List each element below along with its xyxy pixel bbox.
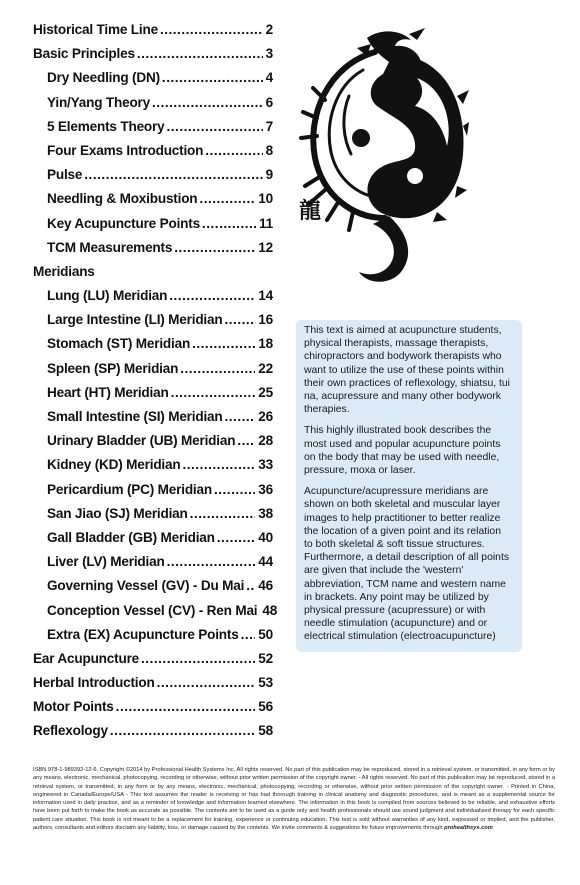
toc-entry[interactable] bbox=[33, 139, 273, 163]
description-paragraph: Acupuncture/acupressure meridians are shown on both skeletal and muscular layer images to help practitioner to better realize the location of a given point and its relation to both skeletal & soft tissue structures. Furthermore, a detail description of all points are given that include the 'western' abbreviation, TCM name and western name in brackets. Any point may be utilized by physical pressure (acupressure) or with needle stimulation (acupuncture) and or electrical stimulation (electroacupuncture) bbox=[304, 486, 510, 643]
toc-entry-label: Key Acupuncture Points bbox=[47, 215, 200, 231]
toc-entry[interactable] bbox=[33, 405, 273, 429]
toc-dot-leader bbox=[237, 429, 255, 453]
toc-entry[interactable] bbox=[33, 429, 273, 453]
toc-entry-page: 8 bbox=[265, 142, 273, 158]
toc-entry-page: 2 bbox=[265, 22, 273, 37]
toc-entry-label: Conception Vessel (CV) - Ren Mai bbox=[47, 602, 258, 618]
toc-dot-leader bbox=[205, 139, 262, 163]
toc-entry-label: Small Intestine (SI) Meridian bbox=[47, 409, 223, 424]
toc-entry[interactable] bbox=[33, 502, 273, 526]
toc-entry-label: Dry Needling (DN) bbox=[47, 70, 160, 86]
toc-entry-label: Needling & Moxibustion bbox=[47, 191, 198, 207]
toc-entry-page: 22 bbox=[258, 360, 273, 376]
toc-dot-leader bbox=[141, 647, 255, 671]
toc-entry-label: Herbal Introduction bbox=[33, 675, 155, 691]
toc-entry-page: 26 bbox=[258, 409, 273, 424]
toc-entry-label: Stomach (ST) Meridian bbox=[47, 336, 191, 352]
toc-entry[interactable] bbox=[33, 212, 273, 236]
description-paragraph: This highly illustrated book describes the most used and popular acupuncture points on the body that may be used with needle, pressure, moxa or laser. bbox=[304, 425, 501, 477]
toc-entry-label: Meridians bbox=[33, 263, 95, 279]
toc-dot-leader bbox=[157, 671, 256, 695]
toc-entry-label: Heart (HT) Meridian bbox=[47, 384, 169, 400]
toc-dot-leader bbox=[192, 332, 255, 356]
toc-dot-leader bbox=[182, 453, 255, 477]
toc-dot-leader bbox=[241, 623, 256, 647]
toc-entry-page: 38 bbox=[258, 505, 273, 521]
toc-entry-page: 58 bbox=[258, 723, 273, 739]
toc-entry[interactable] bbox=[33, 236, 273, 260]
toc-entry-page: 25 bbox=[258, 384, 273, 400]
copyright-notice bbox=[33, 766, 555, 832]
toc-entry-label: Ear Acupuncture bbox=[33, 650, 140, 666]
toc-dot-leader bbox=[110, 719, 255, 743]
toc-entry-label: Governing Vessel (GV) - Du Mai bbox=[47, 578, 245, 594]
toc-entry-page: 18 bbox=[258, 336, 273, 352]
toc-entry-page: 9 bbox=[265, 167, 273, 183]
toc-dot-leader bbox=[162, 66, 263, 90]
toc-dot-leader bbox=[152, 91, 263, 115]
toc-entry-page: 6 bbox=[265, 94, 273, 110]
toc-dot-leader bbox=[225, 405, 256, 429]
toc-entry-page: 7 bbox=[265, 118, 273, 134]
toc-entry-label: Gall Bladder (GB) Meridian bbox=[47, 529, 215, 545]
toc-entry-page: 50 bbox=[258, 626, 273, 642]
toc-entry-label: 5 Elements Theory bbox=[47, 118, 165, 134]
toc-entry-page: 48 bbox=[262, 602, 278, 618]
toc-dot-leader bbox=[160, 18, 263, 42]
toc-entry-page: 52 bbox=[258, 650, 273, 666]
toc-entry-page: 14 bbox=[258, 288, 273, 304]
toc-entry[interactable] bbox=[33, 478, 273, 502]
toc-entry[interactable] bbox=[33, 332, 273, 356]
toc-dot-leader bbox=[171, 381, 256, 405]
toc-entry[interactable] bbox=[33, 163, 273, 187]
toc-entry-page: 12 bbox=[258, 239, 273, 255]
toc-entry-label: Urinary Bladder (UB) Meridian bbox=[47, 433, 236, 449]
toc-entry-page: 16 bbox=[258, 312, 273, 328]
toc-entry-page: 3 bbox=[265, 46, 273, 62]
toc-dot-leader bbox=[202, 212, 256, 236]
toc-entry-page: 28 bbox=[258, 433, 273, 449]
toc-dot-leader bbox=[169, 284, 255, 308]
toc-entry-label: Reflexology bbox=[33, 723, 108, 739]
toc-entry[interactable] bbox=[33, 719, 273, 743]
toc-entry-page: 46 bbox=[258, 578, 273, 594]
toc-dot-leader bbox=[214, 478, 255, 502]
toc-entry-page: 11 bbox=[259, 215, 273, 231]
toc-entry-page: 53 bbox=[258, 675, 273, 691]
toc-entry-label: Spleen (SP) Meridian bbox=[47, 360, 179, 376]
toc-entry[interactable] bbox=[33, 526, 273, 550]
toc-entry-page: 10 bbox=[258, 191, 273, 207]
toc-entry-page: 40 bbox=[258, 529, 273, 545]
toc-entry[interactable] bbox=[33, 91, 273, 115]
toc-entry-label: Motor Points bbox=[33, 699, 114, 715]
dragon-yin-yang-icon bbox=[297, 26, 469, 288]
toc-entry[interactable] bbox=[33, 599, 278, 623]
toc-dot-leader bbox=[217, 526, 255, 550]
toc-entry-label: Four Exams Introduction bbox=[47, 142, 204, 158]
toc-entry[interactable] bbox=[33, 284, 273, 308]
toc-entry[interactable] bbox=[33, 695, 273, 719]
toc-entry-page: 4 bbox=[265, 70, 273, 86]
toc-entry[interactable] bbox=[33, 66, 273, 90]
toc-entry-label: Pulse bbox=[47, 167, 83, 183]
toc-entry-page: 36 bbox=[258, 481, 273, 497]
toc-entry[interactable] bbox=[33, 260, 273, 284]
toc-entry[interactable] bbox=[33, 187, 273, 211]
toc-dot-leader bbox=[246, 574, 255, 598]
toc-dot-leader bbox=[166, 115, 262, 139]
toc-entry-label: Extra (EX) Acupuncture Points bbox=[47, 626, 239, 642]
toc-dot-leader bbox=[180, 357, 255, 381]
toc-entry[interactable] bbox=[33, 671, 273, 695]
toc-entry[interactable] bbox=[33, 623, 273, 647]
toc-dot-leader bbox=[167, 550, 256, 574]
toc-entry[interactable] bbox=[33, 115, 273, 139]
toc-entry[interactable] bbox=[33, 381, 273, 405]
toc-entry-label: Large Intestine (LI) Meridian bbox=[47, 312, 223, 328]
toc-entry-label: Liver (LV) Meridian bbox=[47, 554, 165, 570]
description-paragraph: This text is aimed at acupuncture students, physical therapists, massage therapists, chiropractors and bodywork therapists who want to utilize the use of these points within their own practices of reflexology, shiatsu, tui na, acupressure and many other bodywork therapies. bbox=[304, 325, 510, 416]
copyright-text: ISBN 978-1-989392-12-6. Copyright ©2014 by Professional Health Systems Inc. All rights reserved. No part of this publication may be reproduced, stored in a retrieval system, or transmitted, in any form or by any means, electronic, mechanical, photocopying, recording or otherwise, without prior written permission of the copyright owner. - All rights reserved. No part of this publication may be reproduced, stored in a retrieval system, or transmitted, in any form or by any means, electronic, mechanical, photocopying, recording or otherwise, without prior written permission of the copyright owner. - Printed in China, engineered in Canada/Europe/USA - This text assumes the reader is receiving or has had thorough training in clinical anatomy and diagnostic procedures, and is meant as a supplemental source for information used in daily practice, and as a reminder of knowledge and information learned elsewhere. The information in this book is compiled from sources believed to be reliable, and exhaustive efforts have been put forth to make the book as accurate as possible. The contents are to be used as a guide only and health professionals should use sound judgment and individualized therapy for each specific patient care situation. This book is not meant to be a replacement for training, experience or continuing education. This text is sold without warranties of any kind, expressed or implied, and the publisher, authors, consultants and editors disclaim any liability, loss, or damage caused by the contents. We invite comments & suggestions for future improvements through bbox=[33, 767, 555, 832]
toc-entry[interactable] bbox=[33, 42, 273, 66]
toc-entry-label: Lung (LU) Meridian bbox=[47, 288, 168, 304]
toc-entry[interactable] bbox=[33, 453, 273, 477]
description-box bbox=[296, 320, 522, 652]
toc-entry-label: Kidney (KD) Meridian bbox=[47, 457, 181, 473]
toc-dot-leader bbox=[190, 502, 256, 526]
toc-entry[interactable] bbox=[33, 18, 273, 42]
table-of-contents bbox=[33, 18, 278, 744]
toc-entry-page: 56 bbox=[258, 699, 273, 715]
toc-entry-label: Yin/Yang Theory bbox=[47, 94, 151, 110]
website-link[interactable]: prohealthsys.com bbox=[444, 825, 493, 832]
toc-dot-leader bbox=[174, 236, 255, 260]
toc-dot-leader bbox=[116, 695, 256, 719]
toc-entry-label: Basic Principles bbox=[33, 46, 135, 62]
toc-entry-page: 33 bbox=[258, 457, 273, 473]
toc-dot-leader bbox=[224, 308, 255, 332]
toc-entry-label: San Jiao (SJ) Meridian bbox=[47, 505, 188, 521]
toc-entry[interactable] bbox=[33, 308, 273, 332]
toc-entry[interactable] bbox=[33, 550, 273, 574]
toc-entry-label: Pericardium (PC) Meridian bbox=[47, 481, 212, 497]
toc-entry-label: Historical Time Line bbox=[33, 22, 158, 37]
toc-entry-label: TCM Measurements bbox=[47, 239, 173, 255]
toc-dot-leader bbox=[199, 187, 255, 211]
toc-dot-leader bbox=[84, 163, 262, 187]
dragon-kanji-glyph: 龍 bbox=[299, 199, 322, 224]
toc-entry[interactable] bbox=[33, 647, 273, 671]
toc-dot-leader bbox=[137, 42, 263, 66]
toc-entry[interactable] bbox=[33, 357, 273, 381]
toc-entry[interactable] bbox=[33, 574, 273, 598]
toc-entry-page: 44 bbox=[258, 554, 273, 570]
